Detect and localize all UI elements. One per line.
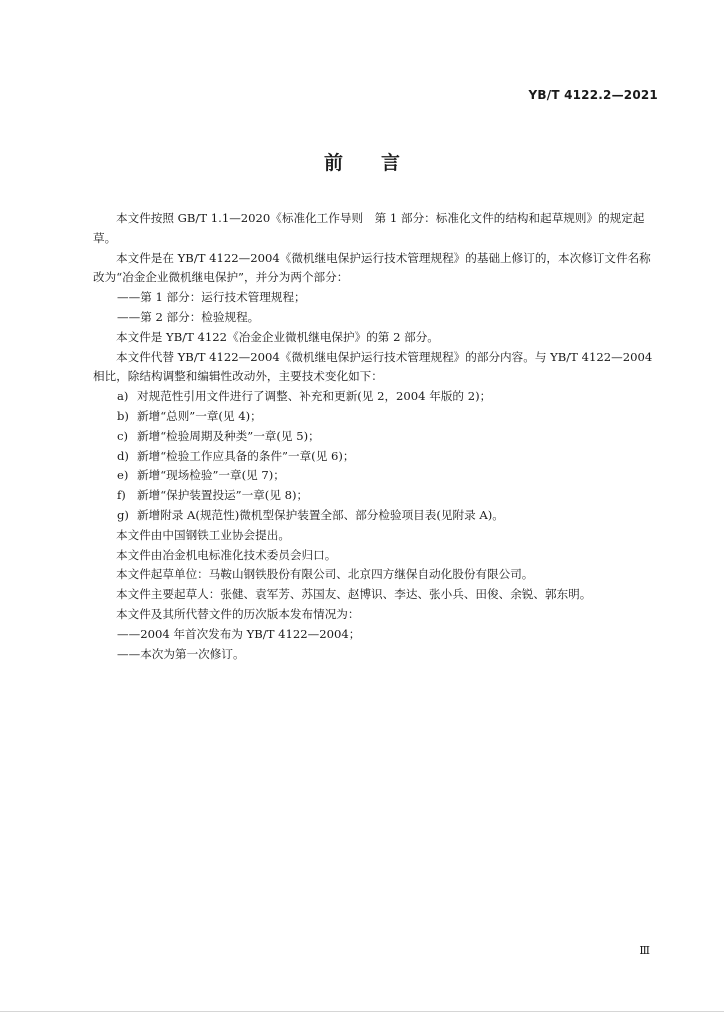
paragraph: 本文件主要起草人：张健、袁军芳、苏国友、赵博识、李达、张小兵、田俊、余锐、郭东明。 — [116, 587, 592, 602]
list-item-text: 新增“检验周期及种类”一章(见 5)； — [137, 428, 320, 443]
dash-list-item: ——第 1 部分：运行技术管理规程； — [117, 290, 306, 305]
list-item-text: 新增“总则”一章(见 4)； — [137, 408, 262, 423]
list-item-text: 新增“现场检验”一章(见 7)； — [137, 468, 285, 483]
paragraph: 本文件是在 YB/T 4122—2004《微机继电保护运行技术管理规程》的基础上修订的，本次修订文件名称改为“冶金企业微机继电保护”，并分为两个部分： — [93, 250, 651, 285]
page-bottom-rule — [0, 1011, 724, 1012]
list-item — [93, 407, 661, 427]
list-item — [93, 447, 661, 467]
list-item-label: g) — [117, 507, 129, 522]
list-item — [93, 506, 661, 526]
dash-list-item: ——2004 年首次发布为 YB/T 4122—2004； — [117, 626, 361, 641]
list-item-label: f) — [117, 488, 126, 503]
paragraph: 本文件由中国钢铁工业协会提出。 — [116, 527, 290, 542]
dash-list-item: ——本次为第一次修订。 — [117, 646, 245, 661]
list-item-text: 新增附录 A(规范性)微机型保护装置全部、部分检验项目表(见附录 A)。 — [137, 507, 504, 522]
list-item-text: 新增“保护装置投运”一章(见 8)； — [137, 488, 309, 503]
list-item-label: c) — [117, 428, 129, 443]
paragraph: 本文件代替 YB/T 4122—2004《微机继电保护运行技术管理规程》的部分内容。与 YB/T 4122—2004 相比，除结构调整和编辑性改动外，主要技术变化如下： — [93, 349, 653, 384]
list-item-text: 对规范性引用文件进行了调整、补充和更新(见 2，2004 年版的 2)； — [137, 389, 492, 404]
list-item — [93, 387, 661, 407]
paragraph: 本文件起草单位：马鞍山钢铁股份有限公司、北京四方继保自动化股份有限公司。 — [116, 567, 534, 582]
dash-list-item: ——第 2 部分：检验规程。 — [117, 309, 260, 324]
paragraph: 本文件按照 GB/T 1.1—2020《标准化工作导则 第 1 部分：标准化文件的结构和起草规则》的规定起草。 — [93, 211, 645, 245]
list-item — [93, 427, 661, 447]
list-item-text: 新增“检验工作应具备的条件”一章(见 6)； — [137, 448, 355, 463]
list-item — [93, 486, 661, 506]
list-item-label: b) — [117, 408, 129, 423]
paragraph: 本文件是 YB/T 4122《冶金企业微机继电保护》的第 2 部分。 — [116, 329, 439, 344]
standard-number: YB/T 4122.2—2021 — [528, 88, 658, 102]
paragraph: 本文件及其所代替文件的历次版本发布情况为： — [116, 606, 360, 621]
list-item-label: d) — [117, 448, 129, 463]
page-number: Ⅲ — [639, 944, 650, 957]
list-item-label: e) — [117, 468, 129, 483]
page-title: 前 言 — [323, 152, 400, 174]
paragraph: 本文件由冶金机电标准化技术委员会归口。 — [116, 547, 337, 562]
list-item-label: a) — [117, 389, 129, 404]
preface-body — [93, 209, 661, 664]
list-item — [93, 466, 661, 486]
